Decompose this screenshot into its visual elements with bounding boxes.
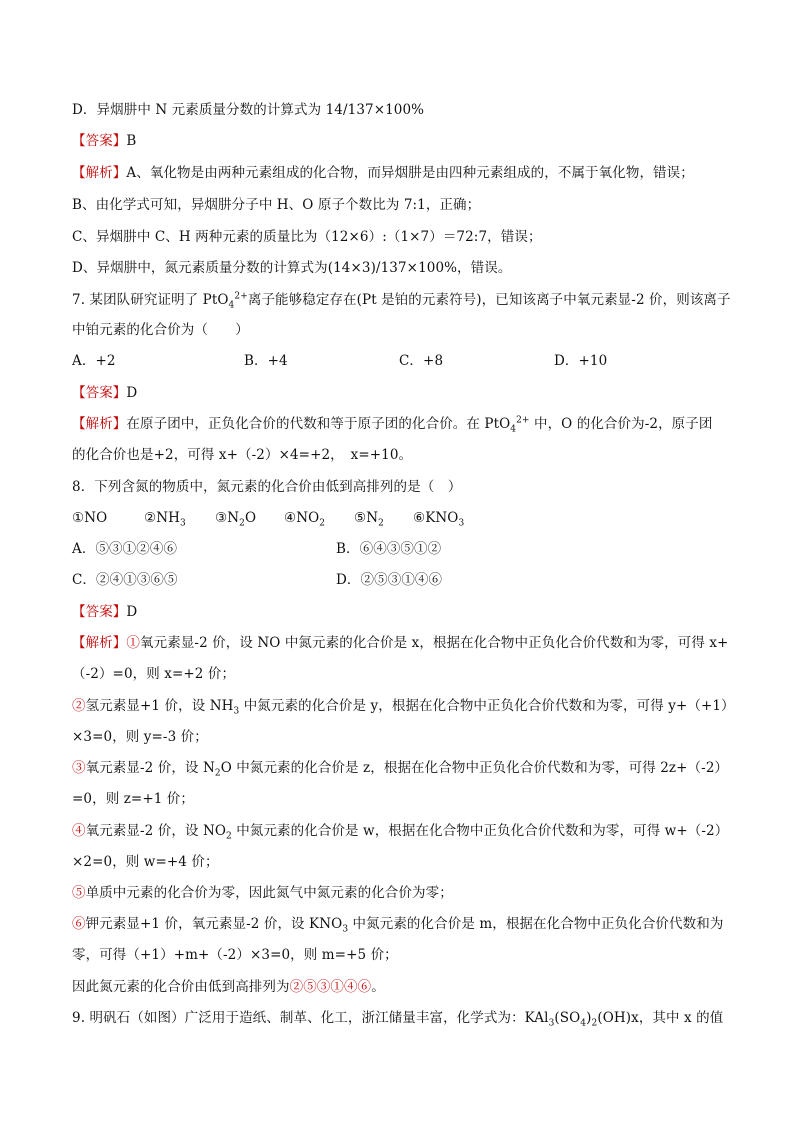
explanation-text: （-2）=0，则 x=+2 价； <box>72 666 236 682</box>
explanation-8-line-3 <box>72 696 735 717</box>
subscript: 2 <box>239 518 245 529</box>
item-text: O <box>244 510 257 526</box>
subscript: 3 <box>180 518 186 529</box>
question-8-text: 8．下列含氮的物质中，氮元素的化合价由低到高排列的是（ ） <box>72 479 462 495</box>
explanation-text: 单质中元素的化合价为零，因此氮气中氮元素的化合价为零； <box>85 885 453 901</box>
question-7-text: 离子能够稳定存在(Pt 是铂的元素符号)，已知该离子中氧元素显-2 价，则该离子 <box>247 292 731 308</box>
explanation-text: 零，可得（+1）+m+（-2）×3=0，则 m=+5 价； <box>72 947 398 963</box>
circled-number: ② <box>72 698 86 714</box>
subscript: 3 <box>342 924 349 935</box>
explanation-text: 在原子团中，正负化合价的代数和等于原子团的化合价。在 PtO <box>126 416 511 432</box>
circled-number: ⑤ <box>72 885 86 901</box>
explanation-8-line-2 <box>72 664 732 684</box>
question-7-text: 7. 某团队研究证明了 PtO <box>72 292 229 308</box>
explanation-8-line-1 <box>72 633 732 653</box>
circled-number: ③ <box>72 760 86 776</box>
explanation-tag: 【解析】 <box>72 165 127 181</box>
circled-number: ① <box>126 635 141 651</box>
question-9-text: ) <box>586 1010 592 1026</box>
answer-line-6 <box>72 131 732 151</box>
explanation-tag: 【解析】 <box>72 635 127 651</box>
explanation-text: O 中氮元素的化合价是 z，根据在化合物中正负化合价代数和为零，可得 2z+（-2） <box>220 760 729 776</box>
question-9-text: (SO <box>554 1010 581 1026</box>
subscript: 2 <box>214 768 221 779</box>
option-b: B．+4 <box>244 353 288 369</box>
question-9-text: 9. 明矾石（如图）广泛用于造纸、制革、化工，浙江储量丰富，化学式为：KAl <box>72 1010 549 1026</box>
option-b: B．⑥④③⑤①② <box>336 541 442 557</box>
option-d-text: D．异烟肼中 N 元素质量分数的计算式为 14/137×100% <box>72 102 425 118</box>
item-text: ③N <box>215 510 240 526</box>
explanation-text: B、由化学式可知，异烟肼分子中 H、O 原子个数比为 7:1，正确； <box>72 197 481 213</box>
subscript: 3 <box>233 706 240 717</box>
explanation-text: C、异烟肼中 C、H 两种元素的质量比为（12×6）:（1×7）＝72:7，错误； <box>72 229 542 245</box>
explanation-text: 中，O 的化合价为-2，原子团 <box>529 416 713 432</box>
option-a: A．+2 <box>72 353 116 369</box>
explanation-line-c <box>72 227 732 247</box>
explanation-8-line-7 <box>72 821 732 841</box>
explanation-text: 中氮元素的化合价是 w，根据在化合物中正负化合价代数和为零，可得 w+（-2） <box>231 823 729 839</box>
superscript: 2+ <box>234 291 248 302</box>
explanation-text: 钾元素显+1 价，氧元素显-2 价，设 KNO <box>85 916 343 932</box>
item-1 <box>72 508 107 528</box>
explanation-text: 中氮元素的化合价是 y，根据在化合物中正负化合价代数和为零，可得 y+（+1） <box>239 698 735 714</box>
explanation-7-line-1 <box>72 414 732 434</box>
explanation-text: 氧元素显-2 价，设 NO 中氮元素的化合价是 x，根据在化合物中正负化合价代数和为零，可得 x+ <box>140 635 729 651</box>
subscript: 2 <box>378 518 384 529</box>
explanation-8-line-10 <box>72 914 732 934</box>
option-d: D．+10 <box>554 353 608 369</box>
explanation-text: =0，则 z=+1 价； <box>72 791 195 807</box>
option-a: A．⑤③①②④⑥ <box>72 541 178 557</box>
question-7-line-2 <box>72 320 732 340</box>
subscript: 3 <box>548 1018 555 1029</box>
option-c: C．+8 <box>399 353 444 369</box>
superscript: 2+ <box>516 415 530 426</box>
answer-tag: 【答案】 <box>72 385 127 401</box>
question-7-text: 中铂元素的化合价为（ ） <box>72 322 249 338</box>
item-2 <box>144 508 186 528</box>
question-8-stem <box>72 477 732 497</box>
explanation-text: 的化合价也是+2，可得 x+（-2）×4=+2， x=+10。 <box>72 447 413 463</box>
option-d: D．②⑤③①④⑥ <box>336 572 443 588</box>
explanation-8-line-11 <box>72 945 732 965</box>
explanation-tag: 【解析】 <box>72 416 127 432</box>
question-7-line-1 <box>72 290 732 310</box>
explanation-text: 氢元素显+1 价，设 NH <box>85 698 234 714</box>
answer-tag: 【答案】 <box>72 133 127 149</box>
explanation-text: ×3=0，则 y=-3 价； <box>72 729 208 745</box>
explanation-8-line-9 <box>72 883 732 903</box>
explanation-8-line-4 <box>72 727 732 747</box>
explanation-text: A、氧化物是由两种元素组成的化合物，而异烟肼是由四种元素组成的，不属于氧化物，错误； <box>126 165 694 181</box>
item-text: ⑤N <box>354 510 379 526</box>
item-text: ④NO <box>284 510 320 526</box>
subscript: 3 <box>458 518 465 529</box>
answer-line-8 <box>72 602 732 622</box>
explanation-8-line-6 <box>72 789 732 809</box>
subscript: 4 <box>580 1018 587 1029</box>
explanation-text: ×2=0，则 w=+4 价； <box>72 854 219 870</box>
question-9-line-1 <box>72 1008 732 1028</box>
explanation-8-line-5 <box>72 758 732 778</box>
item-text: ⑥KNO <box>413 510 459 526</box>
answer-tag: 【答案】 <box>72 604 127 620</box>
option-d-line <box>72 100 732 120</box>
explanation-text: 氧元素显-2 价，设 NO <box>85 823 227 839</box>
item-5 <box>354 508 384 528</box>
circled-number: ⑥ <box>72 916 86 932</box>
explanation-line-d <box>72 258 732 278</box>
explanation-text: D、异烟肼中，氮元素质量分数的计算式为(14×3)/137×100%，错误。 <box>72 260 512 276</box>
explanation-line-b <box>72 195 732 215</box>
option-c: C．②④①③⑥⑤ <box>72 572 178 588</box>
subscript: 2 <box>319 518 326 529</box>
explanation-7-line-2 <box>72 445 732 465</box>
answer-value: D <box>126 385 138 401</box>
answer-line-7 <box>72 383 732 403</box>
item-text: ①NO <box>72 510 108 526</box>
explanation-line-a <box>72 163 732 183</box>
item-text: ②NH <box>144 510 180 526</box>
answer-sequence: ②⑤③①④⑥ <box>289 979 372 995</box>
explanation-text: 因此氮元素的化合价由低到高排列为 <box>72 979 290 995</box>
answer-value: B <box>126 133 137 149</box>
item-3 <box>215 508 256 528</box>
explanation-text: 中氮元素的化合价是 m，根据在化合物中正负化合价代数和为 <box>348 916 724 932</box>
question-9-text: (OH)x，其中 x 的值 <box>597 1010 724 1026</box>
explanation-text: 氧元素显-2 价，设 N <box>85 760 215 776</box>
item-4 <box>284 508 325 528</box>
explanation-8-conclusion <box>72 977 732 997</box>
circled-number: ④ <box>72 823 86 839</box>
subscript: 4 <box>510 424 517 435</box>
answer-value: D <box>126 604 138 620</box>
explanation-text: 。 <box>371 979 385 995</box>
subscript: 2 <box>226 831 232 842</box>
explanation-8-line-8 <box>72 852 732 872</box>
item-6 <box>413 508 464 528</box>
subscript: 4 <box>228 300 235 311</box>
subscript: 2 <box>591 1018 598 1029</box>
